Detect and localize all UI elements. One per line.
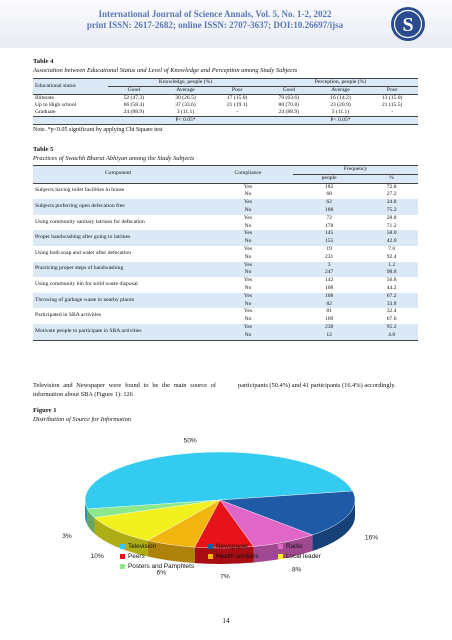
t5-cell: No — [203, 332, 293, 340]
t5-cell: 58.0 — [386, 230, 397, 237]
figure1-label: Figure 1 — [33, 407, 57, 414]
t5-cell: 145 — [324, 230, 334, 237]
t5-cell: No — [244, 300, 252, 307]
t4-group-knowledge: Knowledge, people (%) — [108, 79, 263, 87]
t5-cell: 56.8 — [386, 277, 397, 284]
t5-cell: 67.6 — [386, 316, 397, 323]
t4-group-perception: Perception, people (%) — [263, 79, 418, 87]
page-number: 14 — [222, 616, 230, 625]
t5-cell: 67.2 — [386, 292, 397, 299]
t5-col-compliance: Compliance — [203, 166, 293, 184]
t5-cell: 42.0 — [386, 238, 397, 245]
legend-item — [208, 543, 248, 550]
t4-p-row-blank — [33, 117, 108, 125]
t5-cell: Yes — [243, 308, 253, 315]
legend-swatch — [120, 554, 125, 559]
t4-status: Graduate — [35, 109, 56, 115]
table5 — [33, 165, 418, 341]
t5-cell: 231 — [324, 253, 334, 260]
table-row — [33, 215, 418, 223]
legend-item — [120, 563, 194, 570]
t5-cell: 169 — [324, 316, 334, 323]
t4-subheader: Average — [315, 87, 367, 95]
legend-label: Health workers — [216, 553, 259, 560]
pie-data-label: 7% — [220, 573, 230, 581]
table-row — [33, 324, 418, 332]
t5-cell: 81 — [326, 308, 332, 315]
t5-component: Motivate people to participate in SBA activities — [33, 324, 203, 340]
table5-label: Table 5 — [33, 146, 54, 153]
t5-cell: 98.8 — [386, 269, 397, 276]
t4-cell: 17 (15.0) — [226, 95, 248, 101]
t5-cell: 4.8 — [365, 332, 418, 340]
t4-cell: 37 (33.6) — [175, 102, 196, 108]
t5-cell: 7.6 — [388, 245, 396, 252]
t4-subheader: Poor — [366, 87, 418, 95]
legend-label: Local leader — [286, 553, 321, 560]
table-row — [33, 308, 418, 316]
t5-cell: 95.2 — [386, 323, 397, 330]
legend-swatch — [278, 544, 283, 549]
t5-cell: 142 — [324, 277, 334, 284]
t5-cell: 182 — [324, 183, 334, 190]
t4-cell: 66 (58.4) — [123, 102, 145, 108]
legend-swatch — [120, 564, 125, 569]
t4-status: Illiterate — [35, 95, 54, 101]
table4-note: Note. *p<0.05 significant by applying Chi Square test — [33, 127, 163, 133]
table-row — [33, 199, 418, 207]
t5-cell: 72 — [326, 214, 332, 221]
table-row — [33, 293, 418, 301]
t4-subheader: Poor — [211, 87, 263, 95]
t5-cell: No — [244, 222, 252, 229]
t5-cell: 62 — [326, 199, 332, 206]
figure1-title: Distribution of Source for Information — [33, 416, 132, 423]
pie-data-label: 8% — [291, 566, 302, 574]
legend-label: Posters and Pamphlets — [128, 563, 195, 570]
journal-logo-icon — [390, 6, 426, 42]
table4-label: Table 4 — [33, 58, 54, 65]
legend-swatch — [208, 544, 213, 549]
t5-col-frequency: Frequency — [293, 166, 418, 175]
t4-cell: 21 (19.1) — [226, 102, 248, 108]
table-row — [33, 109, 418, 117]
t5-component: Using community sanitary latrines for defecation — [35, 218, 145, 225]
legend-item — [278, 543, 303, 550]
t4-cell: 3 (11.1) — [331, 109, 350, 115]
t5-cell: 3 — [327, 261, 331, 268]
t5-col-people: people — [293, 174, 365, 183]
t5-cell: 68 — [326, 191, 332, 198]
t5-component: Subjects preferring open defecation free — [35, 203, 125, 210]
t4-cell: 13 (15.0) — [381, 95, 403, 101]
t5-cell: No — [244, 238, 252, 245]
legend-item — [208, 553, 259, 560]
table-row — [33, 95, 418, 103]
t5-cell: Yes — [243, 183, 253, 190]
t5-cell: Yes — [243, 230, 253, 237]
journal-header — [0, 0, 452, 50]
body-text-left: Television and Newspaper were found to be the main source of information about SBA (Figure 1): 126 — [33, 382, 216, 398]
legend-swatch — [208, 554, 213, 559]
journal-issn: print ISSN: 2617-2682; online ISSN: 2707-3637; DOI:10.26697/ijsa — [86, 20, 344, 30]
t5-cell: Yes — [243, 277, 253, 284]
t5-cell: 108 — [324, 284, 334, 291]
t4-cell: - — [391, 109, 394, 115]
legend-item — [278, 553, 321, 560]
t5-cell: 247 — [324, 269, 334, 276]
t5-component: Throwing of garbage waste in nearby places — [35, 296, 135, 303]
table4-title: Association between Educational Status and Level of Knowledge and Perception among Study Subjects — [33, 67, 298, 74]
t5-cell: 75.2 — [386, 206, 397, 213]
t4-cell: 52 (47.3) — [123, 95, 145, 101]
t5-cell: 238 — [324, 323, 334, 330]
t5-component: Participated in SBA activities — [35, 312, 102, 319]
table-row — [33, 230, 418, 238]
legend-swatch — [120, 544, 125, 549]
legend-item — [120, 553, 145, 560]
body-text-right: participants (50.4%) and 41 participants (16.4%) accordingly. — [238, 382, 396, 389]
legend-label: Newspaper — [216, 543, 249, 550]
t5-component: Using community bin for solid waste disposal — [35, 281, 138, 288]
t5-cell: No — [244, 316, 252, 323]
t5-cell: Yes — [243, 261, 253, 268]
t5-cell: Yes — [243, 214, 253, 221]
t4-cell: 21 (15.5) — [381, 102, 403, 108]
t5-component: Using both soap and water after defecation — [35, 249, 131, 256]
t4-cell: - — [236, 109, 239, 115]
legend-label: Radio — [286, 543, 303, 550]
t4-cell: 16 (14.2) — [330, 95, 351, 101]
pie-data-label: 10% — [90, 553, 104, 561]
t5-cell: 1.2 — [388, 261, 396, 268]
t5-col-percent: % — [365, 174, 418, 183]
source-pie-chart — [55, 430, 385, 640]
t5-cell: 82 — [326, 300, 332, 307]
t5-cell: 178 — [324, 222, 334, 229]
legend-item — [120, 543, 156, 550]
legend-label: Television — [128, 543, 157, 550]
t5-cell: 32.4 — [386, 308, 397, 315]
t4-cell: 3 (11.1) — [176, 109, 195, 115]
t4-cell: 23 (20.9) — [330, 102, 351, 108]
journal-title: International Journal of Science Annals, Vol. 5, No. 1-2, 2022 — [98, 9, 332, 19]
t4-col-status: Educational status — [33, 79, 108, 95]
table-row — [33, 102, 418, 109]
t4-p-knowledge: P< 0.05* — [108, 117, 263, 125]
t5-cell: 92.4 — [386, 253, 397, 260]
t5-cell: No — [244, 269, 252, 276]
table4 — [33, 78, 418, 125]
t5-cell: 71.2 — [386, 222, 397, 229]
t5-cell: 28.8 — [386, 214, 397, 221]
t5-cell: 33.8 — [386, 300, 397, 307]
t5-cell: 168 — [324, 292, 334, 299]
pie-data-label: 6% — [156, 569, 167, 577]
t4-cell: 24 (88.9) — [278, 109, 300, 115]
table5-title: Practices of Swachh Bharat Abhiyan among the Study Subjects — [33, 155, 195, 162]
t5-cell: Yes — [243, 199, 253, 206]
t5-component: Proper handwashing after going to latrines — [35, 234, 131, 241]
t5-component: Practicing proper steps of handwashing — [35, 265, 124, 272]
t4-cell: 80 (70.8) — [278, 102, 300, 108]
t4-cell: 30 (26.5) — [175, 95, 196, 101]
t4-status: Up to High school — [35, 102, 77, 108]
table-row — [33, 262, 418, 270]
logo-letter: S — [402, 14, 414, 36]
t5-cell: Yes — [243, 245, 253, 252]
t5-cell: No — [244, 206, 252, 213]
t4-p-perception: P< 0.05* — [263, 117, 418, 125]
t5-cell: 19 — [326, 245, 332, 252]
t5-cell: 24.8 — [386, 199, 397, 206]
t5-cell: Yes — [243, 292, 253, 299]
legend-label: Peers — [128, 553, 145, 560]
pie-data-label: 50% — [183, 437, 197, 445]
t5-col-component: Component — [33, 166, 203, 184]
t5-cell: No — [244, 284, 252, 291]
t4-cell: 70 (63.6) — [278, 95, 300, 101]
t5-cell: 188 — [324, 206, 334, 213]
t5-cell: 12 — [293, 332, 365, 340]
t4-subheader: Average — [160, 87, 212, 95]
t5-component: Subjects having toilet facilities in house — [35, 187, 125, 194]
t5-cell: No — [244, 191, 252, 198]
t5-cell: No — [244, 253, 252, 260]
table-row — [33, 183, 418, 191]
t4-subheader: Good — [263, 87, 315, 95]
t5-cell: Yes — [243, 323, 253, 330]
pie-data-label: 16% — [364, 534, 379, 542]
t5-cell: 27.2 — [386, 191, 397, 198]
pie-data-label: 3% — [62, 532, 72, 540]
t4-cell: 24 (88.9) — [123, 109, 145, 115]
table-row — [33, 277, 418, 285]
table-row — [33, 246, 418, 254]
t5-cell: 44.2 — [386, 284, 397, 291]
t4-subheader: Good — [108, 87, 160, 95]
t5-cell: 72.8 — [386, 183, 397, 190]
t5-cell: 155 — [324, 238, 334, 245]
legend-swatch — [278, 554, 283, 559]
